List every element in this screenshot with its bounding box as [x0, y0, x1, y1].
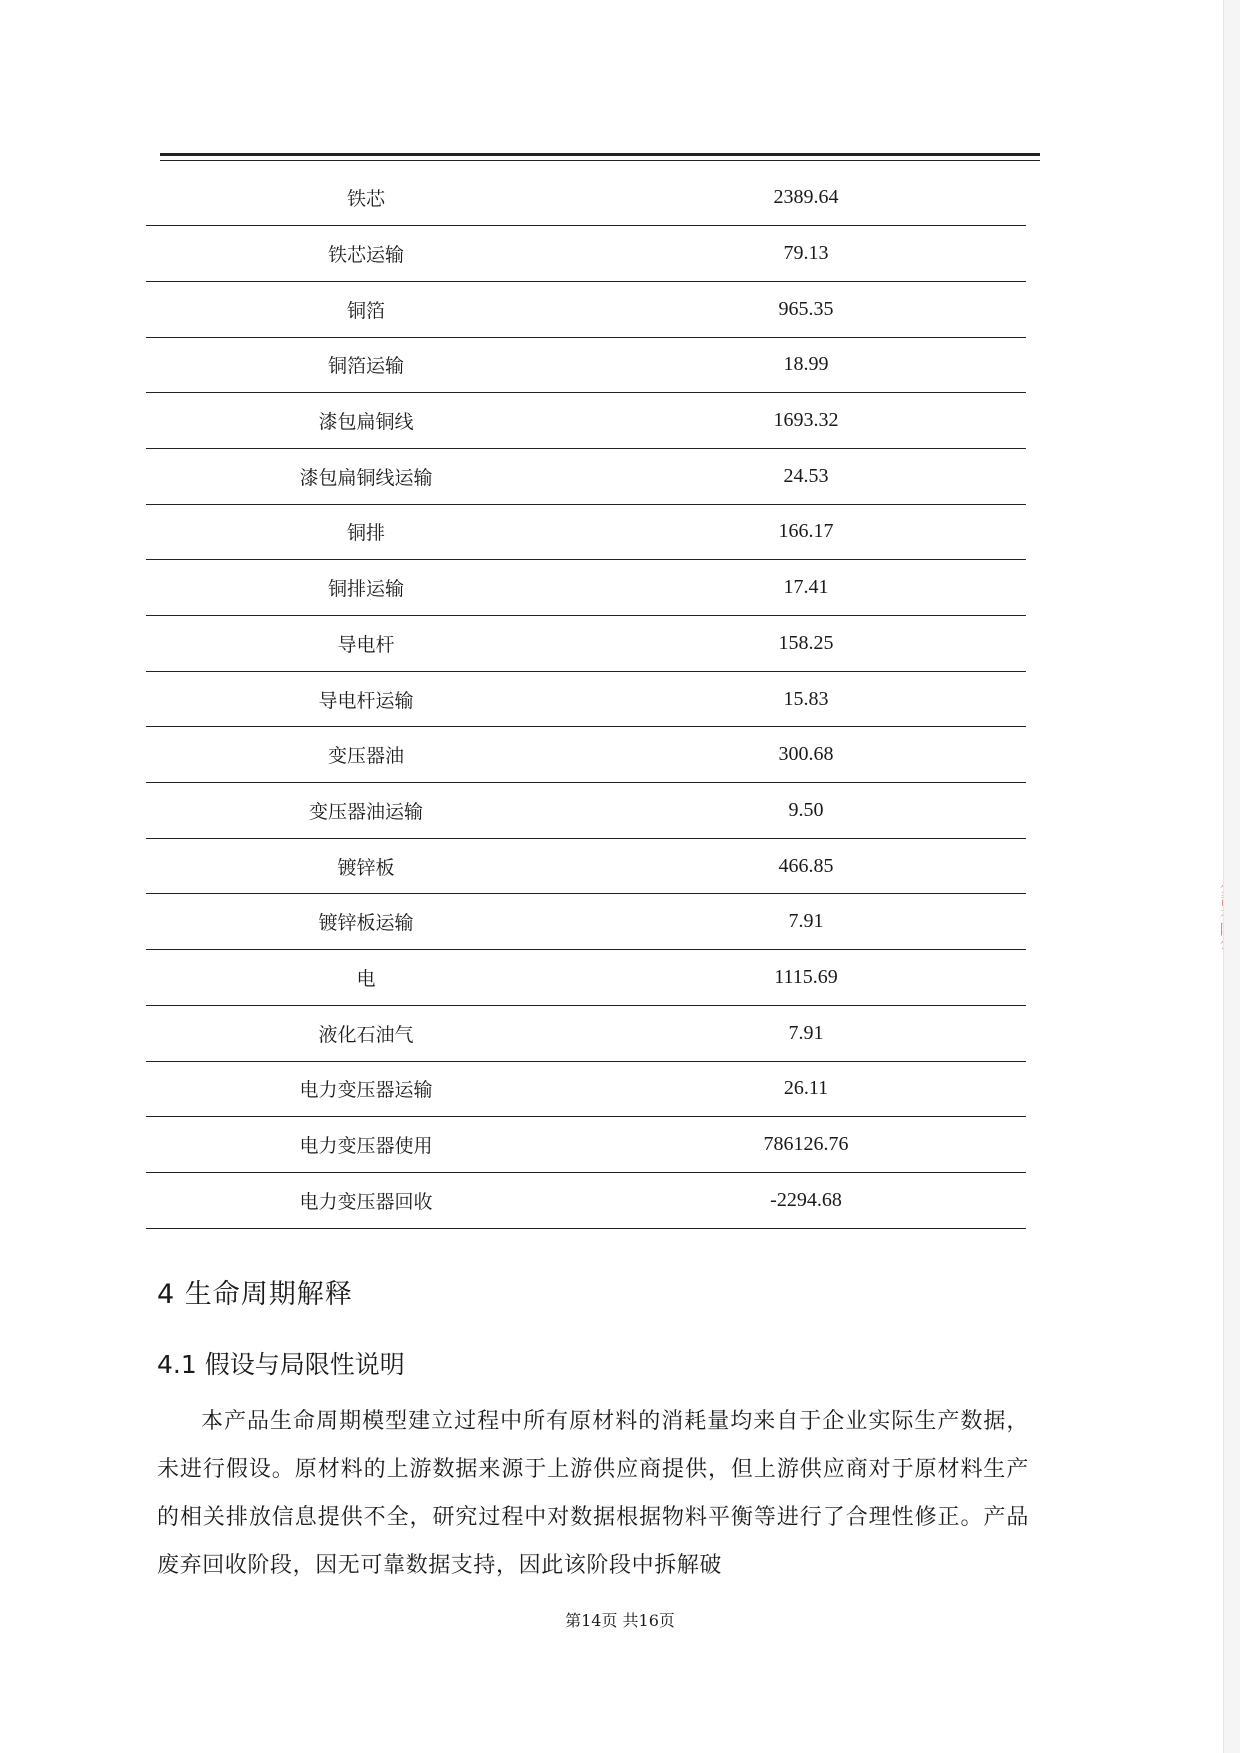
row-item-name: 铜排运输 [327, 578, 404, 601]
row-item-value: 7.91 [788, 1021, 824, 1044]
row-item-name: 铁芯运输 [327, 244, 404, 267]
row-item-name: 变压器油 [327, 745, 404, 768]
row-item-value: 466.85 [778, 854, 834, 877]
row-item-value: 17.41 [783, 576, 829, 599]
body-paragraph: 本产品生命周期模型建立过程中所有原材料的消耗量均来自于企业实际生产数据，未进行假设。原材料的上游数据来源于上游供应商提供，但上游供应商对于原材料生产的相关排放信息提供不全，研究过程中对数据根据物料平衡等进行了合理性修正。产品废弃回收阶段，因无可靠数据支持，因此该阶段中拆解破 [157, 1409, 1029, 1578]
emissions-table [146, 170, 1026, 1229]
row-item-value: 1115.69 [774, 965, 838, 988]
table-row [146, 560, 1026, 616]
row-item-name: 电力变压器回收 [299, 1190, 433, 1213]
row-item-name: 变压器油运输 [308, 800, 423, 823]
row-item-name: 镀锌板运输 [318, 912, 414, 935]
header-rule-thick [160, 153, 1040, 156]
row-item-value: 15.83 [783, 687, 829, 710]
row-item-value: 166.17 [778, 520, 834, 543]
row-item-value: 1693.32 [773, 409, 839, 432]
table-row [146, 1061, 1026, 1117]
row-item-name: 铁芯 [346, 188, 385, 211]
row-item-value: 26.11 [783, 1077, 829, 1100]
row-item-value: 9.50 [788, 798, 824, 821]
table-row [146, 727, 1026, 783]
table-row [146, 504, 1026, 560]
row-item-name: 铜箔运输 [327, 355, 404, 378]
table-row [146, 616, 1026, 672]
table-row [146, 838, 1026, 894]
row-item-value: 158.25 [778, 631, 834, 654]
row-item-name: 漆包扁铜线运输 [299, 466, 433, 489]
table-row [146, 226, 1026, 282]
row-item-name: 电 [356, 967, 376, 990]
row-item-name: 电力变压器使用 [299, 1135, 433, 1158]
table-row [146, 950, 1026, 1006]
table-row [146, 281, 1026, 337]
row-item-name: 导电杆运输 [318, 689, 414, 712]
row-item-name: 铜排 [346, 522, 385, 545]
table-row [146, 1117, 1026, 1173]
row-item-value: -2294.68 [770, 1188, 842, 1211]
row-item-value: 24.53 [783, 464, 829, 487]
table-row [146, 170, 1026, 226]
table-row [146, 448, 1026, 504]
row-item-value: 300.68 [778, 743, 834, 766]
table-row [146, 337, 1026, 393]
row-item-name: 导电杆 [337, 633, 395, 656]
table-row [146, 393, 1026, 449]
row-item-name: 漆包扁铜线 [318, 411, 414, 434]
table-row [146, 671, 1026, 727]
row-item-value: 79.13 [783, 242, 829, 265]
table-row [146, 894, 1026, 950]
row-item-value: 18.99 [783, 353, 829, 376]
row-item-value: 786126.76 [763, 1133, 849, 1156]
section-heading: 4 生命周期解释 [157, 1279, 353, 1310]
row-item-value: 965.35 [778, 297, 834, 320]
subsection-heading: 4.1 假设与局限性说明 [157, 1350, 405, 1379]
header-rule-thin [160, 160, 1040, 161]
row-item-value: 7.91 [788, 910, 824, 933]
row-item-value: 2389.64 [773, 186, 839, 209]
row-item-name: 铜箔 [346, 299, 385, 322]
table-body [146, 170, 1026, 1228]
page-footer: 第14页 共16页 [565, 1611, 675, 1630]
table-row [146, 1005, 1026, 1061]
row-item-name: 电力变压器运输 [299, 1079, 433, 1102]
table-row [146, 783, 1026, 839]
row-item-name: 液化石油气 [318, 1023, 414, 1046]
page-edge [1223, 0, 1240, 1753]
table-row [146, 1172, 1026, 1228]
row-item-name: 镀锌板 [337, 856, 395, 879]
